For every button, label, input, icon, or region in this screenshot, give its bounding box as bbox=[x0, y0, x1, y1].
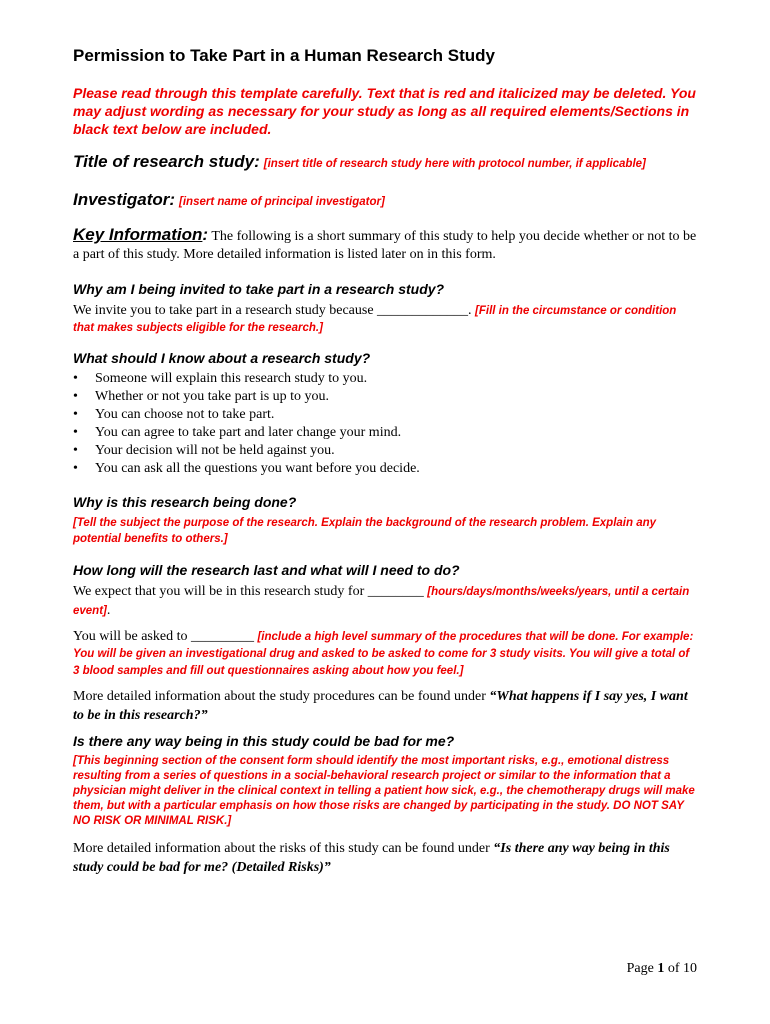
how-long-more-info-text: More detailed information about the study procedures can be found under bbox=[73, 689, 490, 704]
risk-more-info-text: More detailed information about the risks of this study can be found under bbox=[73, 841, 494, 856]
footer-page-number: 1 bbox=[657, 961, 665, 976]
know-bullet: • Whether or not you take part is up to you. bbox=[73, 388, 698, 406]
page-number-footer bbox=[627, 961, 697, 977]
title-field bbox=[73, 152, 698, 172]
key-information-colon: : bbox=[202, 225, 209, 244]
section-why-heading: Why is this research being done? bbox=[73, 494, 297, 510]
section-know-heading: What should I know about a research study? bbox=[73, 350, 371, 366]
know-bullet: • You can ask all the questions you want before you decide. bbox=[73, 460, 698, 478]
how-long-duration-note: [hours/days/months/weeks/years, until a certain event] bbox=[73, 586, 690, 617]
section-why bbox=[73, 494, 698, 547]
risk-more-info-ref: “Is there any way being in this study could be bad for me? (Detailed Risks)” bbox=[73, 841, 670, 875]
know-bullet: • You can agree to take part and later change your mind. bbox=[73, 424, 698, 442]
document-title: Permission to Take Part in a Human Research Study bbox=[73, 46, 495, 65]
key-information-label: Key Information bbox=[73, 225, 203, 244]
how-long-procedures-text: You will be asked to _________ bbox=[73, 629, 258, 644]
footer-page-total: 10 bbox=[683, 961, 697, 976]
section-how-long bbox=[73, 562, 698, 725]
how-long-duration-text: We expect that you will be in this research study for ________ bbox=[73, 584, 428, 599]
know-bullet: • Your decision will not be held against you. bbox=[73, 442, 698, 460]
how-long-more-info-ref: “What happens if I say yes, I want to be in this research?” bbox=[73, 689, 688, 723]
key-information-text: The following is a short summary of this study to help you decide whether or not to be a part of this study. More detailed information is listed later on in this form. bbox=[73, 229, 697, 262]
section-risk bbox=[73, 733, 698, 877]
title-field-label: Title of research study: bbox=[73, 152, 260, 171]
section-invited-text: We invite you to take part in a research study because _____________. bbox=[73, 303, 476, 318]
footer-of-word: of bbox=[664, 961, 683, 976]
footer-page-word: Page bbox=[626, 961, 658, 976]
know-bullet-list bbox=[73, 370, 698, 478]
section-risk-heading: Is there any way being in this study could be bad for me? bbox=[73, 733, 455, 749]
how-long-duration-end: . bbox=[106, 603, 111, 618]
know-bullet: • You can choose not to take part. bbox=[73, 406, 698, 424]
investigator-field bbox=[73, 190, 698, 210]
key-information bbox=[73, 226, 698, 264]
section-risk-note: [This beginning section of the consent form should identify the most important risks, e.g., emotional distress resulting from a series of questions in a social-behavioral research project or similar to the information that a physician might deliver in the clinical context in telling a patient how sick, e.g., the chemotherapy drugs will make them, but with a particular emphasis on how those risks are changed by participating in the study. DO NOT SAY NO RISK OR MINIMAL RISK.] bbox=[73, 755, 695, 827]
section-invited-note: [Fill in the circumstance or condition that makes subjects eligible for the research.] bbox=[73, 305, 677, 334]
how-long-procedures-note: [include a high level summary of the procedures that will be done. For example: You will be given an investigational drug and asked to be asked to come for 3 study visits. You will give a total of 3 blood samples and fill out questionnaires asking about how you feel.] bbox=[73, 631, 694, 677]
section-why-note: [Tell the subject the purpose of the research. Explain the background of the research problem. Explain any potential benefits to others.] bbox=[73, 517, 657, 545]
know-bullet: • Someone will explain this research study to you. bbox=[73, 370, 698, 388]
investigator-field-note: [insert name of principal investigator] bbox=[179, 196, 385, 208]
investigator-field-label: Investigator: bbox=[73, 190, 176, 209]
title-field-note: [insert title of research study here with protocol number, if applicable] bbox=[263, 158, 646, 170]
section-invited-heading: Why am I being invited to take part in a research study? bbox=[73, 281, 445, 297]
section-know bbox=[73, 350, 698, 478]
section-invited bbox=[73, 281, 698, 336]
intro-instructions: Please read through this template carefully. Text that is red and italicized may be deleted. You may adjust wording as necessary for your study as long as all required elements/Sections in black text below are included. bbox=[73, 85, 696, 137]
section-how-long-heading: How long will the research last and what will I need to do? bbox=[73, 562, 460, 578]
